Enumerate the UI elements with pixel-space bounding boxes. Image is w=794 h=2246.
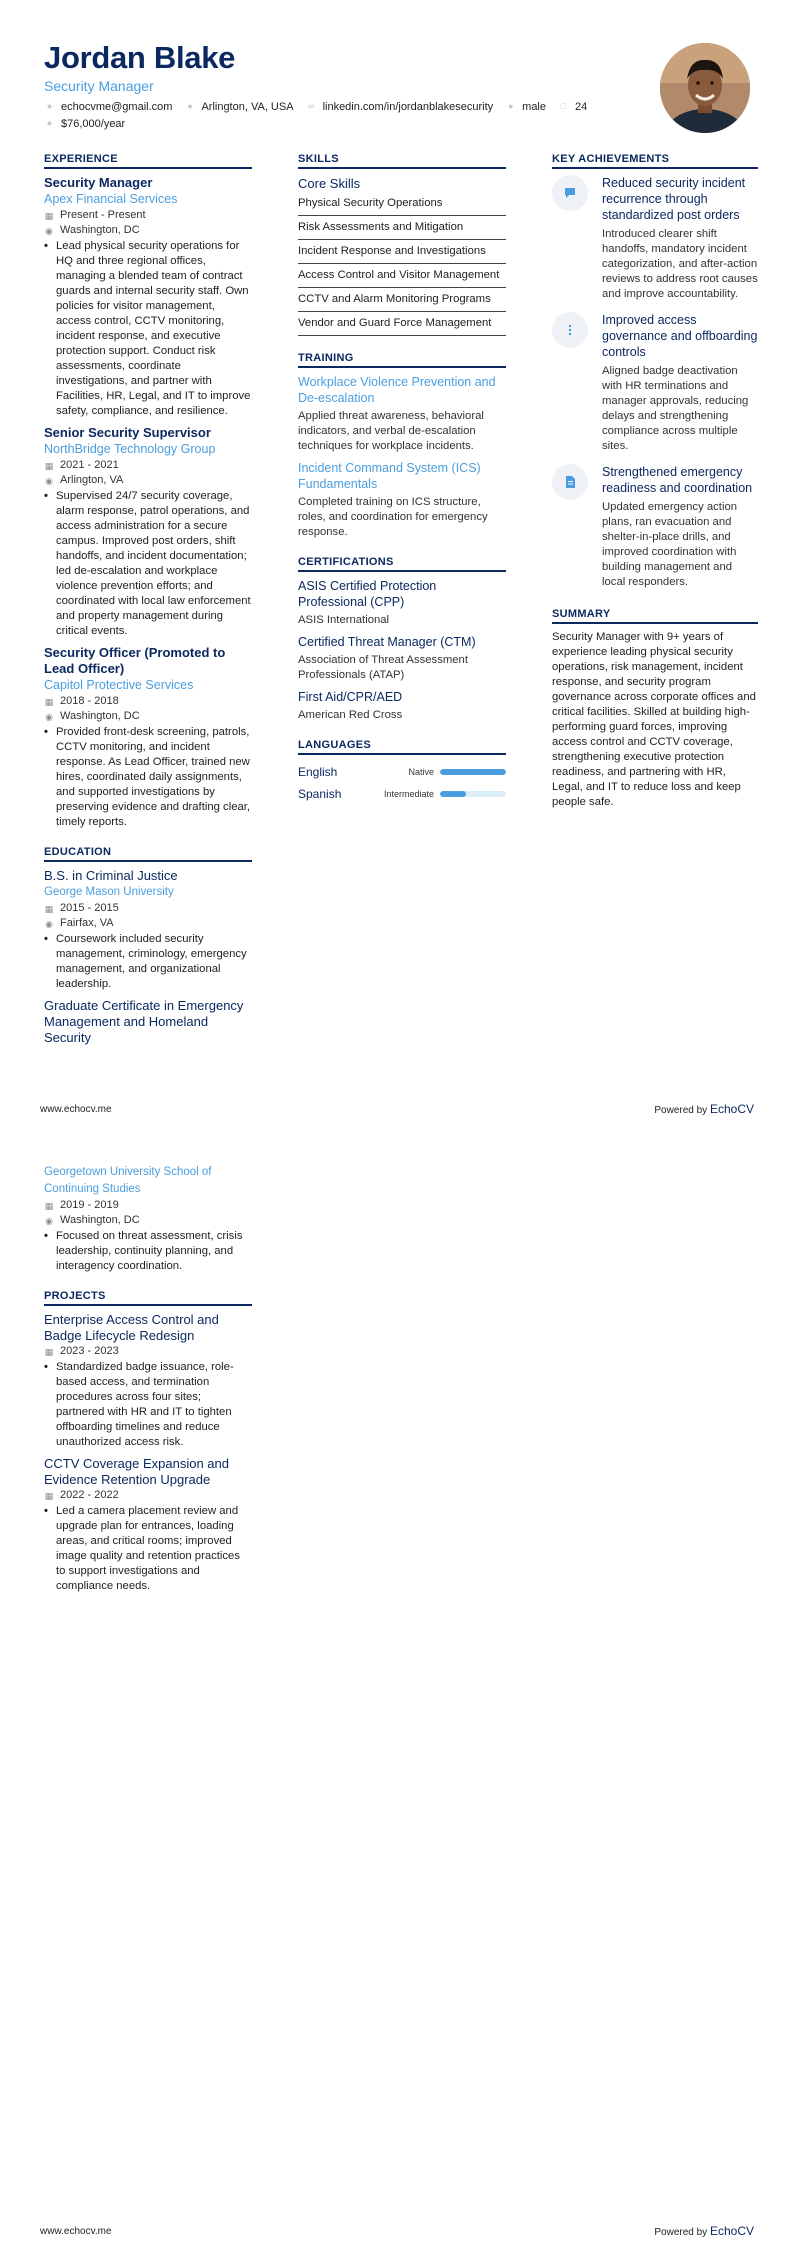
- skill-item: CCTV and Alarm Monitoring Programs: [298, 288, 506, 312]
- certification-issuer: ASIS International: [298, 614, 390, 626]
- job-description: • Supervised 24/7 security coverage, alarm response, patrol operations, and access administration for a secure campus. Improved post orders, shift handoffs, and incident documentation; led de-escalation and workplace violence prevention efforts; and coordinated with local law enforcement and property management during critical events.: [44, 490, 251, 637]
- job-title: Security Officer (Promoted to Lead Officer): [44, 645, 226, 676]
- achievement-icon-circle: [552, 464, 588, 500]
- dates-text: 2023 - 2023: [60, 1345, 119, 1357]
- languages-heading: LANGUAGES: [298, 739, 506, 755]
- project-title: Enterprise Access Control and Badge Lifecycle Redesign: [44, 1312, 219, 1343]
- description-text: Provided front-desk screening, patrols, CCTV monitoring, and incident response. As Lead Officer, trained new hires, coordinated daily assignments, and supported investigations by preserving evidence and drafting clear, timely reports.: [56, 726, 251, 828]
- skill-item: Incident Response and Investigations: [298, 240, 506, 264]
- speech-bubble-icon: [563, 186, 577, 200]
- achievement-item: [552, 464, 758, 590]
- project-dates: [44, 1344, 252, 1359]
- company-name: Capitol Protective Services: [44, 678, 194, 692]
- language-level: Native: [408, 767, 434, 777]
- page-footer: [40, 2224, 754, 2238]
- gender-item: [505, 101, 546, 113]
- age-text: 24: [575, 100, 588, 113]
- location-text: Washington, DC: [60, 224, 140, 236]
- candidate-name: Jordan Blake: [44, 40, 236, 75]
- calendar-icon: ▦: [44, 210, 54, 221]
- language-level-bar: [440, 791, 506, 797]
- gender-text: male: [522, 100, 546, 113]
- achievement-title: Reduced security incident recurrence through standardized post orders: [602, 176, 746, 222]
- footer-brand[interactable]: EchoCV: [709, 2224, 754, 2238]
- email-text: echocvme@gmail.com: [61, 100, 173, 113]
- experience-entry: [44, 425, 252, 639]
- skill-item: Risk Assessments and Mitigation: [298, 216, 506, 240]
- vertical-dots-icon: [563, 323, 577, 337]
- education-location: [44, 1213, 252, 1228]
- project-description: • Standardized badge issuance, role-based access, and termination procedures across four sites; partnered with HR and IT to tighten offboarding timelines and reduce unauthorized access risk.: [44, 1360, 252, 1450]
- achievement-item: [552, 175, 758, 302]
- left-column-continued: [44, 1164, 252, 1594]
- language-name: English: [298, 765, 338, 779]
- skill-item: Physical Security Operations: [298, 192, 506, 216]
- certifications-heading: CERTIFICATIONS: [298, 556, 506, 572]
- skills-heading: SKILLS: [298, 153, 506, 169]
- achievement-title: Strengthened emergency readiness and coordination: [602, 465, 753, 495]
- education-heading: EDUCATION: [44, 846, 252, 862]
- language-name: Spanish: [298, 787, 342, 801]
- location-pin-icon: ◉: [45, 475, 53, 486]
- certification-entry: [298, 578, 506, 628]
- profile-photo: [660, 43, 750, 133]
- calendar-icon: □: [560, 101, 567, 111]
- summary-heading: SUMMARY: [552, 608, 758, 624]
- right-column: [552, 153, 758, 810]
- job-dates: [44, 458, 252, 473]
- location-pin-icon: ◉: [45, 711, 53, 722]
- location-text: Arlington, VA: [60, 474, 124, 486]
- salary-text: $76,000/year: [61, 117, 126, 130]
- calendar-icon: ▦: [44, 1346, 54, 1357]
- age-item: [558, 101, 587, 113]
- dates-text: 2015 - 2015: [60, 902, 119, 914]
- footer-website[interactable]: www.echocv.me: [40, 2225, 112, 2237]
- location-pin-icon: ◉: [45, 225, 53, 236]
- resume-page-2: [0, 1130, 794, 2246]
- linkedin-text: linkedin.com/in/jordanblakesecurity: [322, 100, 494, 113]
- job-title: Senior Security Supervisor: [44, 425, 211, 440]
- training-description: Applied threat awareness, behavioral indicators, and verbal de-escalation techniques for workplace incidents.: [298, 410, 484, 452]
- calendar-icon: ▦: [44, 1490, 54, 1501]
- achievement-icon-circle: [552, 175, 588, 211]
- education-entry: [44, 868, 252, 992]
- money-icon: ●: [46, 118, 53, 128]
- certification-entry: [298, 634, 506, 683]
- education-description: • Focused on threat assessment, crisis leadership, continuity planning, and interagency coordination.: [44, 1229, 252, 1274]
- education-dates: [44, 901, 252, 916]
- email-icon: ●: [46, 101, 53, 111]
- school-name: Georgetown University School of Continuing Studies: [44, 1166, 212, 1195]
- company-name: Apex Financial Services: [44, 192, 178, 206]
- experience-entry: [44, 175, 252, 419]
- language-level-fill: [440, 769, 506, 775]
- job-location: [44, 473, 252, 488]
- dates-text: Present - Present: [60, 209, 146, 221]
- education-description: • Coursework included security management, criminology, emergency management, and organizational leadership.: [44, 932, 252, 992]
- language-row: [298, 783, 506, 805]
- certification-title: ASIS Certified Protection Professional (CPP): [298, 579, 437, 609]
- job-location: [44, 709, 252, 724]
- email-item[interactable]: [44, 101, 172, 113]
- calendar-icon: ▦: [44, 1200, 54, 1211]
- certification-title: First Aid/CPR/AED: [298, 690, 403, 704]
- document-icon: [563, 475, 577, 489]
- project-entry: [44, 1312, 252, 1450]
- project-dates: [44, 1488, 252, 1503]
- location-pin-icon: ●: [187, 101, 193, 111]
- salary-item: [44, 118, 125, 130]
- location-pin-icon: ◉: [45, 1215, 53, 1226]
- description-text: Focused on threat assessment, crisis leadership, continuity planning, and interagency coordination.: [56, 1230, 243, 1272]
- language-level-fill: [440, 791, 466, 797]
- project-entry: [44, 1456, 252, 1594]
- candidate-title: Security Manager: [44, 78, 154, 94]
- footer-website[interactable]: www.echocv.me: [40, 1103, 112, 1115]
- footer-powered-by: [654, 2224, 754, 2238]
- achievement-item: [552, 312, 758, 454]
- description-text: Lead physical security operations for HQ and three regional offices, managing a blended team of contract guards and internal security staff. Own policies for visitor management, access control, CCTV monitoring, incident response, and executive protection support. Conduct risk assessments, coordinate investigations, and partner with Facilities, HR, Legal, and IT to improve safety, compliance, and resilience.: [56, 240, 251, 417]
- achievement-description: Aligned badge deactivation with HR terminations and manager approvals, reducing delays and strengthening compliance across multiple sites.: [602, 365, 749, 452]
- link-icon: ∞: [307, 101, 315, 111]
- achievements-heading: KEY ACHIEVEMENTS: [552, 153, 758, 169]
- location-text: Fairfax, VA: [60, 917, 114, 929]
- achievement-description: Introduced clearer shift handoffs, mandatory incident categorization, and after-action reviews to address root causes and improve accountability.: [602, 228, 758, 300]
- education-location: [44, 916, 252, 931]
- certification-title: Certified Threat Manager (CTM): [298, 635, 476, 649]
- calendar-icon: ▦: [44, 460, 54, 471]
- page-footer: [40, 1102, 754, 1116]
- location-text: Washington, DC: [60, 710, 140, 722]
- person-icon: ●: [507, 101, 514, 111]
- footer-brand[interactable]: EchoCV: [709, 1102, 754, 1116]
- language-level-bar: [440, 769, 506, 775]
- middle-column: [298, 153, 506, 805]
- training-description: Completed training on ICS structure, roles, and coordination for emergency response.: [298, 496, 488, 538]
- dates-text: 2019 - 2019: [60, 1199, 119, 1211]
- school-name: George Mason University: [44, 886, 174, 898]
- job-description: • Lead physical security operations for HQ and three regional offices, managing a blended team of contract guards and internal security staff. Own policies for visitor management, access control, CCTV monitoring, incident response, and executive protection support. Conduct risk assessments, coordinate investigations, and partner with Facilities, HR, Legal, and IT to improve safety, compliance, and resilience.: [44, 240, 251, 417]
- description-text: Supervised 24/7 security coverage, alarm response, patrol operations, and access administration for a secure campus. Improved post orders, shift handoffs, and incident documentation; led de-escalation and workplace violence prevention efforts; and coordinated with local law enforcement and property management during critical events.: [56, 490, 251, 637]
- skills-list: [298, 192, 506, 336]
- job-description: • Provided front-desk screening, patrols, CCTV monitoring, and incident response. As Lead Officer, trained new hires, coordinated daily assignments, and supported investigations by preserving evidence and drafting clear, timely reports.: [44, 726, 251, 828]
- job-dates: [44, 694, 252, 709]
- contact-info: [44, 98, 664, 132]
- language-row: [298, 761, 506, 783]
- training-title: Workplace Violence Prevention and De-escalation: [298, 375, 496, 405]
- description-text: Standardized badge issuance, role-based access, and termination procedures across four sites; partnered with HR and IT to tighten offboarding timelines and reduce unauthorized access risk.: [56, 1361, 234, 1448]
- skill-item: Vendor and Guard Force Management: [298, 312, 506, 336]
- description-text: Coursework included security management, criminology, emergency management, and organizational leadership.: [56, 933, 247, 990]
- job-title: Security Manager: [44, 175, 153, 190]
- avatar-illustration-icon: [660, 43, 750, 133]
- company-name: NorthBridge Technology Group: [44, 442, 216, 456]
- training-entry: [298, 374, 506, 454]
- projects-heading: PROJECTS: [44, 1290, 252, 1306]
- experience-entry: [44, 645, 252, 830]
- education-dates: [44, 1198, 252, 1213]
- achievement-title: Improved access governance and offboarding controls: [602, 313, 758, 359]
- calendar-icon: ▦: [44, 903, 54, 914]
- left-column: [44, 153, 252, 1046]
- achievement-icon-circle: [552, 312, 588, 348]
- location-item: [184, 101, 293, 113]
- description-text: Led a camera placement review and upgrade plan for entrances, loading areas, and critical rooms; improved image quality and retention practices to support investigations and compliance needs.: [56, 1505, 240, 1592]
- training-title: Incident Command System (ICS) Fundamentals: [298, 461, 481, 491]
- degree-title: Graduate Certificate in Emergency Management and Homeland Security: [44, 998, 244, 1045]
- core-skills-heading: Core Skills: [298, 176, 361, 191]
- certification-entry: [298, 689, 506, 723]
- certification-issuer: American Red Cross: [298, 709, 403, 721]
- dates-text: 2021 - 2021: [60, 459, 119, 471]
- linkedin-item[interactable]: [306, 101, 494, 113]
- project-title: CCTV Coverage Expansion and Evidence Retention Upgrade: [44, 1456, 229, 1487]
- location-text: Washington, DC: [60, 1214, 140, 1226]
- job-dates: [44, 208, 252, 223]
- certification-issuer: Association of Threat Assessment Professionals (ATAP): [298, 654, 468, 681]
- powered-by-text: Powered by: [654, 1105, 708, 1116]
- project-description: • Led a camera placement review and upgrade plan for entrances, loading areas, and critical rooms; improved image quality and retention practices to support investigations and compliance needs.: [44, 1504, 252, 1594]
- calendar-icon: ▦: [44, 696, 54, 707]
- location-text: Arlington, VA, USA: [201, 100, 294, 113]
- footer-powered-by: [654, 1102, 754, 1116]
- dates-text: 2022 - 2022: [60, 1489, 119, 1501]
- degree-title: B.S. in Criminal Justice: [44, 868, 178, 883]
- location-pin-icon: ◉: [45, 918, 53, 929]
- experience-heading: EXPERIENCE: [44, 153, 252, 169]
- training-heading: TRAINING: [298, 352, 506, 368]
- job-location: [44, 223, 252, 238]
- dates-text: 2018 - 2018: [60, 695, 119, 707]
- language-level: Intermediate: [383, 789, 434, 799]
- powered-by-text: Powered by: [654, 2227, 708, 2238]
- achievement-description: Updated emergency action plans, ran evacuation and shelter-in-place drills, and improved coordination with building management and local responders.: [602, 501, 738, 588]
- summary-text: Security Manager with 9+ years of experience leading physical security operations, risk management, incident response, and security program governance across corporate offices and critical facilities. Skilled at building high-performing guard forces, improving access control and CCTV coverage, strengthening executive protection readiness, and partnering with HR, Legal, and IT to reduce loss and keep people safe.: [552, 631, 756, 808]
- training-entry: [298, 460, 506, 540]
- skill-item: Access Control and Visitor Management: [298, 264, 506, 288]
